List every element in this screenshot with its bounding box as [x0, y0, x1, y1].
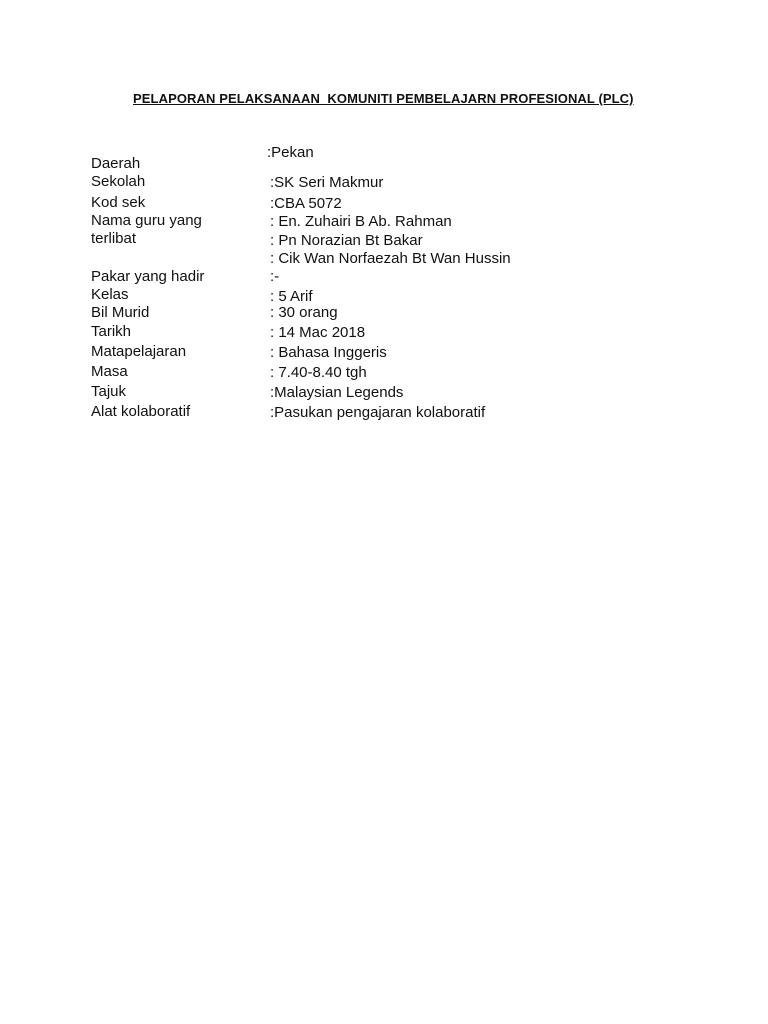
document-title: PELAPORAN PELAKSANAAN KOMUNITI PEMBELAJARN PROFESIONAL (PLC): [133, 91, 634, 106]
daerah-label: Daerah: [91, 155, 141, 172]
tarikh-value: : 14 Mac 2018: [270, 324, 366, 341]
masa-value: : 7.40-8.40 tgh: [270, 364, 367, 381]
alat-kolaboratif-label: Alat kolaboratif: [91, 403, 191, 420]
sekolah-value: :SK Seri Makmur: [270, 174, 384, 191]
kod-sek-value: :CBA 5072: [270, 195, 342, 212]
sekolah-label: Sekolah: [91, 173, 146, 190]
nama-guru-value-1: : En. Zuhairi B Ab. Rahman: [270, 213, 452, 230]
tajuk-value: :Malaysian Legends: [270, 384, 404, 401]
matapelajaran-value: : Bahasa Inggeris: [270, 344, 387, 361]
masa-label: Masa: [91, 363, 128, 380]
pakar-label: Pakar yang hadir: [91, 268, 205, 285]
matapelajaran-label: Matapelajaran: [91, 343, 187, 360]
kelas-label: Kelas: [91, 286, 129, 303]
daerah-value: :Pekan: [267, 144, 314, 161]
tarikh-label: Tarikh: [91, 323, 132, 340]
bil-murid-label: Bil Murid: [91, 304, 150, 321]
bil-murid-value: : 30 orang: [270, 304, 338, 321]
kod-sek-label: Kod sek: [91, 194, 146, 211]
tajuk-label: Tajuk: [91, 383, 127, 400]
nama-guru-value-2: : Pn Norazian Bt Bakar: [270, 232, 423, 249]
nama-guru-label-line2: terlibat: [91, 230, 137, 247]
pakar-value: :-: [270, 268, 280, 285]
alat-kolaboratif-value: :Pasukan pengajaran kolaboratif: [270, 404, 486, 421]
nama-guru-value-3: : Cik Wan Norfaezah Bt Wan Hussin: [270, 250, 511, 267]
kelas-value: : 5 Arif: [270, 288, 313, 305]
nama-guru-label-line1: Nama guru yang: [91, 212, 202, 229]
